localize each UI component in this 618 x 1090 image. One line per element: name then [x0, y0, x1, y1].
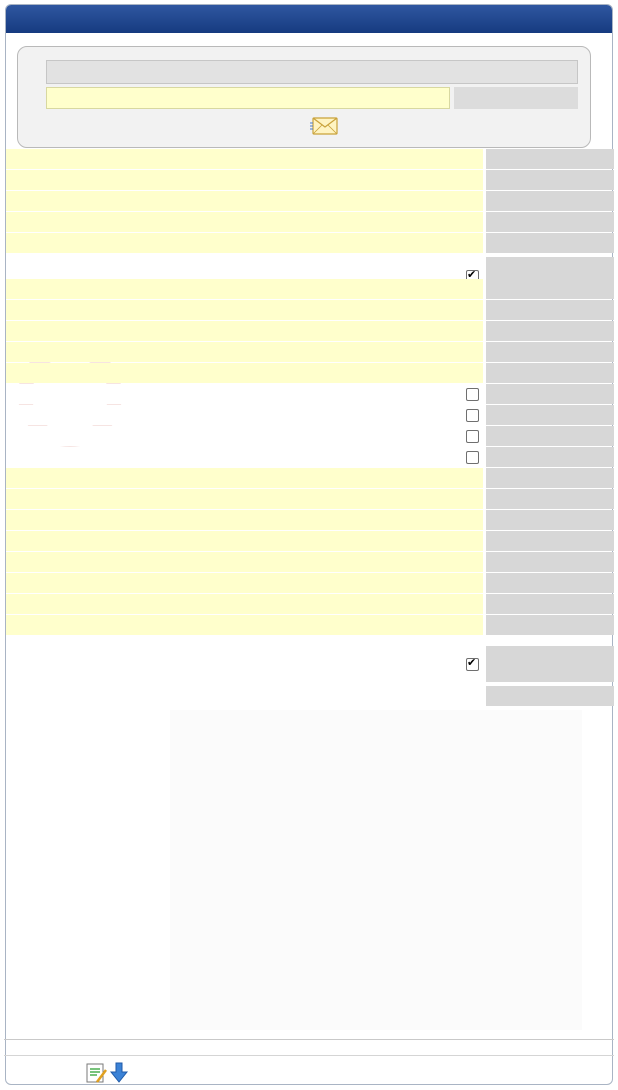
field-value	[6, 646, 483, 682]
extension-checkbox	[466, 409, 479, 422]
files-header	[4, 1039, 614, 1056]
field-label	[486, 300, 614, 320]
field-label	[486, 212, 614, 232]
field-label	[486, 426, 614, 446]
international-checkbox	[466, 388, 479, 401]
field-row-subject	[4, 573, 614, 593]
field-value	[6, 405, 483, 425]
header-date	[210, 1040, 366, 1056]
header-type	[366, 1040, 584, 1056]
table-row	[4, 1055, 614, 1090]
field-value	[6, 300, 483, 320]
field-row-newspaper	[4, 342, 614, 362]
files-table	[4, 1039, 614, 1056]
notice-image	[170, 710, 582, 1030]
field-row-extension	[4, 405, 614, 425]
field-label	[486, 447, 614, 467]
field-row-ad-date	[4, 363, 614, 383]
header-idx	[584, 1040, 614, 1056]
field-value	[6, 384, 483, 404]
field-value[interactable]	[6, 615, 483, 635]
field-row-submit-deadline	[4, 489, 614, 509]
contact-label	[454, 87, 578, 109]
field-label	[486, 510, 614, 530]
field-row-call-type	[4, 233, 614, 253]
contact-value	[46, 87, 450, 109]
contact-header	[46, 60, 578, 84]
field-value	[6, 321, 483, 341]
field-row-doc-deadline	[4, 510, 614, 530]
field-value	[6, 573, 483, 593]
renewed-checkbox	[466, 451, 479, 464]
field-row-holding-type	[4, 279, 614, 299]
field-row-renewed	[4, 447, 614, 467]
field-row-last-update	[4, 170, 614, 190]
field-value	[6, 279, 483, 299]
field-row-validity	[4, 531, 614, 551]
row-download	[4, 1056, 210, 1090]
field-value	[6, 510, 483, 530]
contact-panel	[17, 46, 591, 148]
field-value	[6, 212, 483, 232]
field-value	[6, 531, 483, 551]
field-label	[486, 552, 614, 572]
row-idx	[584, 1056, 614, 1090]
field-label	[486, 405, 614, 425]
field-label	[486, 149, 614, 169]
view-document-icon[interactable]	[85, 1062, 107, 1084]
field-value	[6, 552, 483, 572]
page-title	[6, 5, 612, 33]
field-label	[486, 279, 614, 299]
field-row-category	[4, 646, 614, 682]
field-value	[6, 489, 483, 509]
field-label	[486, 531, 614, 551]
field-row-international	[4, 384, 614, 404]
field-row-publish-type	[4, 212, 614, 232]
download-icon[interactable]	[109, 1062, 129, 1084]
header-download	[4, 1040, 210, 1056]
field-row-envelope-opening	[4, 468, 614, 488]
field-row-doc-place	[4, 615, 614, 635]
field-label	[486, 615, 614, 635]
field-value	[6, 447, 483, 467]
field-value	[6, 233, 483, 253]
field-label	[486, 573, 614, 593]
field-row-currency	[4, 300, 614, 320]
field-label	[486, 233, 614, 253]
field-value	[6, 170, 483, 190]
field-value	[6, 426, 483, 446]
row-type	[366, 1056, 584, 1090]
category-checkbox	[466, 658, 479, 671]
field-value	[6, 468, 483, 488]
field-label	[486, 363, 614, 383]
field-row-code	[4, 149, 614, 169]
field-label	[486, 170, 614, 190]
field-value	[6, 149, 483, 169]
field-label	[486, 321, 614, 341]
field-value	[6, 191, 483, 211]
field-value	[6, 594, 483, 614]
field-label	[486, 342, 614, 362]
field-value	[6, 363, 483, 383]
field-row-organizer	[4, 594, 614, 614]
field-row-visits	[4, 191, 614, 211]
field-label	[486, 594, 614, 614]
field-row-description	[4, 686, 614, 706]
email-icon[interactable]	[310, 115, 340, 137]
field-label	[486, 686, 614, 706]
field-value	[6, 342, 483, 362]
field-label	[486, 489, 614, 509]
field-label	[486, 646, 614, 682]
field-row-estimate	[4, 321, 614, 341]
row-date	[210, 1056, 366, 1090]
field-label	[486, 384, 614, 404]
cancelled-checkbox	[466, 430, 479, 443]
field-row-location	[4, 552, 614, 572]
field-row-cancelled	[4, 426, 614, 446]
field-label	[486, 468, 614, 488]
field-label	[486, 191, 614, 211]
